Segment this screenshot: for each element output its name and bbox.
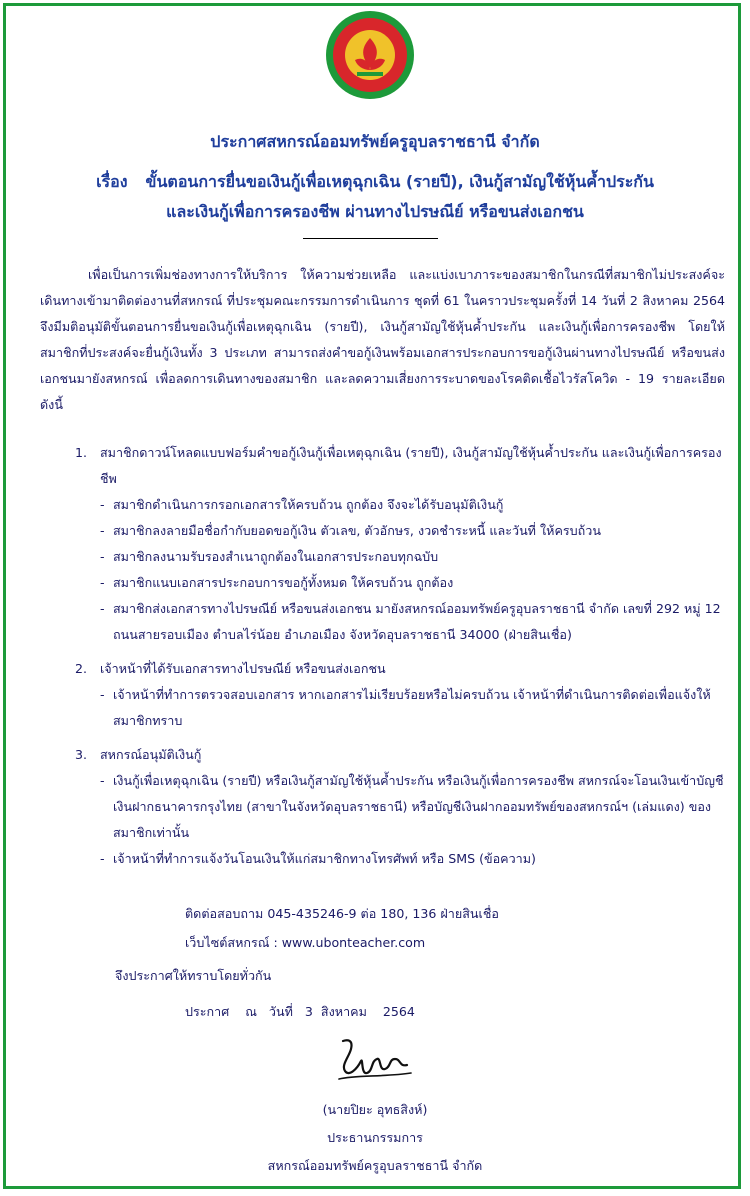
procedure-item-2	[75, 656, 735, 734]
item-heading: สหกรณ์อนุมัติเงินกู้	[100, 747, 202, 762]
title-divider	[303, 238, 438, 239]
intro-paragraph	[40, 262, 725, 418]
procedure-item-3	[75, 742, 735, 872]
subject-line-1	[0, 170, 750, 194]
dash-bullet: -	[100, 687, 105, 702]
signer-organization: สหกรณ์ออมทรัพย์ครูอุบลราชธานี จำกัด	[267, 1158, 483, 1173]
sub-item: - สมาชิกแนบเอกสารประกอบการขอกู้ทั้งหมด ให้ครบถ้วน ถูกต้อง	[75, 570, 735, 596]
sub-item: - สมาชิกส่งเอกสารทางไปรษณีย์ หรือขนส่งเอกชน มายังสหกรณ์ออมทรัพย์ครูอุบลราชธานี จำกัด เลขที่ 292 หมู่ 12 ถนนสายรอบเมือง ตำบลไร่น้อย อำเภอเมือง จังหวัดอุบลราชธานี 34000 (ฝ่ายสินเชื่อ)	[75, 596, 735, 648]
contact-phone: ติดต่อสอบถาม 045-435246-9 ต่อ 180, 136 ฝ่ายสินเชื่อ	[185, 906, 499, 921]
closing-statement: จึงประกาศให้ทราบโดยทั่วกัน	[115, 968, 272, 983]
procedure-list	[75, 440, 735, 872]
sub-item: - สมาชิกลงลายมือชื่อกำกับยอดขอกู้เงิน ตัวเลข, ตัวอักษร, งวดชำระหนี้ และวันที่ ให้ครบถ้วน	[75, 518, 735, 544]
dash-bullet: -	[100, 773, 105, 788]
sub-item: - เจ้าหน้าที่ทำการแจ้งวันโอนเงินให้แก่สมาชิกทางโทรศัพท์ หรือ SMS (ข้อความ)	[75, 846, 735, 872]
dash-bullet: -	[100, 523, 105, 538]
item-number: 3.	[75, 747, 88, 762]
cooperative-logo	[325, 10, 415, 100]
item-number: 2.	[75, 661, 88, 676]
subject-text-1: ขั้นตอนการยื่นขอเงินกู้เพื่อเหตุฉุกเฉิน (รายปี), เงินกู้สามัญใช้หุ้นค้ำประกัน	[145, 172, 654, 191]
dash-bullet: -	[100, 497, 105, 512]
item-number: 1.	[75, 445, 88, 460]
sub-item: - เงินกู้เพื่อเหตุฉุกเฉิน (รายปี) หรือเงินกู้สามัญใช้หุ้นค้ำประกัน หรือเงินกู้เพื่อการครองชีพ สหกรณ์จะโอนเงินเข้าบัญชีเงินฝากธนาคารกรุงไทย (สาขาในจังหวัดอุบลราชธานี) หรือบัญชีเงินฝากออมทรัพย์ของสหกรณ์ฯ (เล่มแดง) ของสมาชิกเท่านั้น	[75, 768, 735, 846]
dash-bullet: -	[100, 601, 105, 616]
signature-image	[335, 1035, 415, 1085]
announcement-date: ประกาศ ณ วันที่ 3 สิงหาคม 2564	[185, 1004, 415, 1019]
subject-label: เรื่อง	[96, 172, 128, 191]
announcement-title: ประกาศสหกรณ์ออมทรัพย์ครูอุบลราชธานี จำกัด	[210, 132, 540, 151]
sub-item: - เจ้าหน้าที่ทำการตรวจสอบเอกสาร หากเอกสารไม่เรียบร้อยหรือไม่ครบถ้วน เจ้าหน้าที่ดำเนินการติดต่อเพื่อแจ้งให้สมาชิกทราบ	[75, 682, 735, 734]
signer-name: (นายปิยะ อุทธสิงห์)	[322, 1102, 428, 1117]
procedure-item-1	[75, 440, 735, 648]
contact-website: เว็บไซต์สหกรณ์ : www.ubonteacher.com	[185, 935, 426, 950]
sub-item: - สมาชิกดำเนินการกรอกเอกสารให้ครบถ้วน ถูกต้อง จึงจะได้รับอนุมัติเงินกู้	[75, 492, 735, 518]
dash-bullet: -	[100, 575, 105, 590]
intro-text: เพื่อเป็นการเพิ่มช่องทางการให้บริการ ให้ความช่วยเหลือ และแบ่งเบาภาระของสมาชิกในกรณีที่สมาชิกไม่ประสงค์จะเดินทางเข้ามาติดต่องานที่สหกรณ์ ที่ประชุมคณะกรรมการดำเนินการ ชุดที่ 61 ในคราวประชุมครั้งที่ 14 วันที่ 2 สิงหาคม 2564 จึงมีมติอนุมัติขั้นตอนการยื่นขอเงินกู้เพื่อเหตุฉุกเฉิน (รายปี), เงินกู้สามัญใช้หุ้นค้ำประกัน และเงินกู้เพื่อการครองชีพ โดยให้สมาชิกที่ประสงค์จะยื่นกู้เงินทั้ง 3 ประเภท สามารถส่งคำขอกู้เงินพร้อมเอกสารประกอบการขอกู้เงินผ่านทางไปรษณีย์ หรือขนส่งเอกชนมายังสหกรณ์ เพื่อลดการเดินทางของสมาชิก และลดความเสี่ยงการระบาดของโรคติดเชื้อไวรัสโควิด - 19 รายละเอียดดังนี้	[40, 267, 725, 412]
item-heading: เจ้าหน้าที่ได้รับเอกสารทางไปรษณีย์ หรือขนส่งเอกชน	[100, 661, 386, 676]
signer-position: ประธานกรรมการ	[327, 1130, 423, 1145]
item-heading: สมาชิกดาวน์โหลดแบบฟอร์มคำขอกู้เงินกู้เพื่อเหตุฉุกเฉิน (รายปี), เงินกู้สามัญใช้หุ้นค้ำประกัน และเงินกู้เพื่อการครองชีพ	[100, 445, 722, 486]
sub-item: - สมาชิกลงนามรับรองสำเนาถูกต้องในเอกสารประกอบทุกฉบับ	[75, 544, 735, 570]
dash-bullet: -	[100, 549, 105, 564]
dash-bullet: -	[100, 851, 105, 866]
subject-line-2: และเงินกู้เพื่อการครองชีพ ผ่านทางไปรษณีย์ หรือขนส่งเอกชน	[166, 202, 584, 221]
